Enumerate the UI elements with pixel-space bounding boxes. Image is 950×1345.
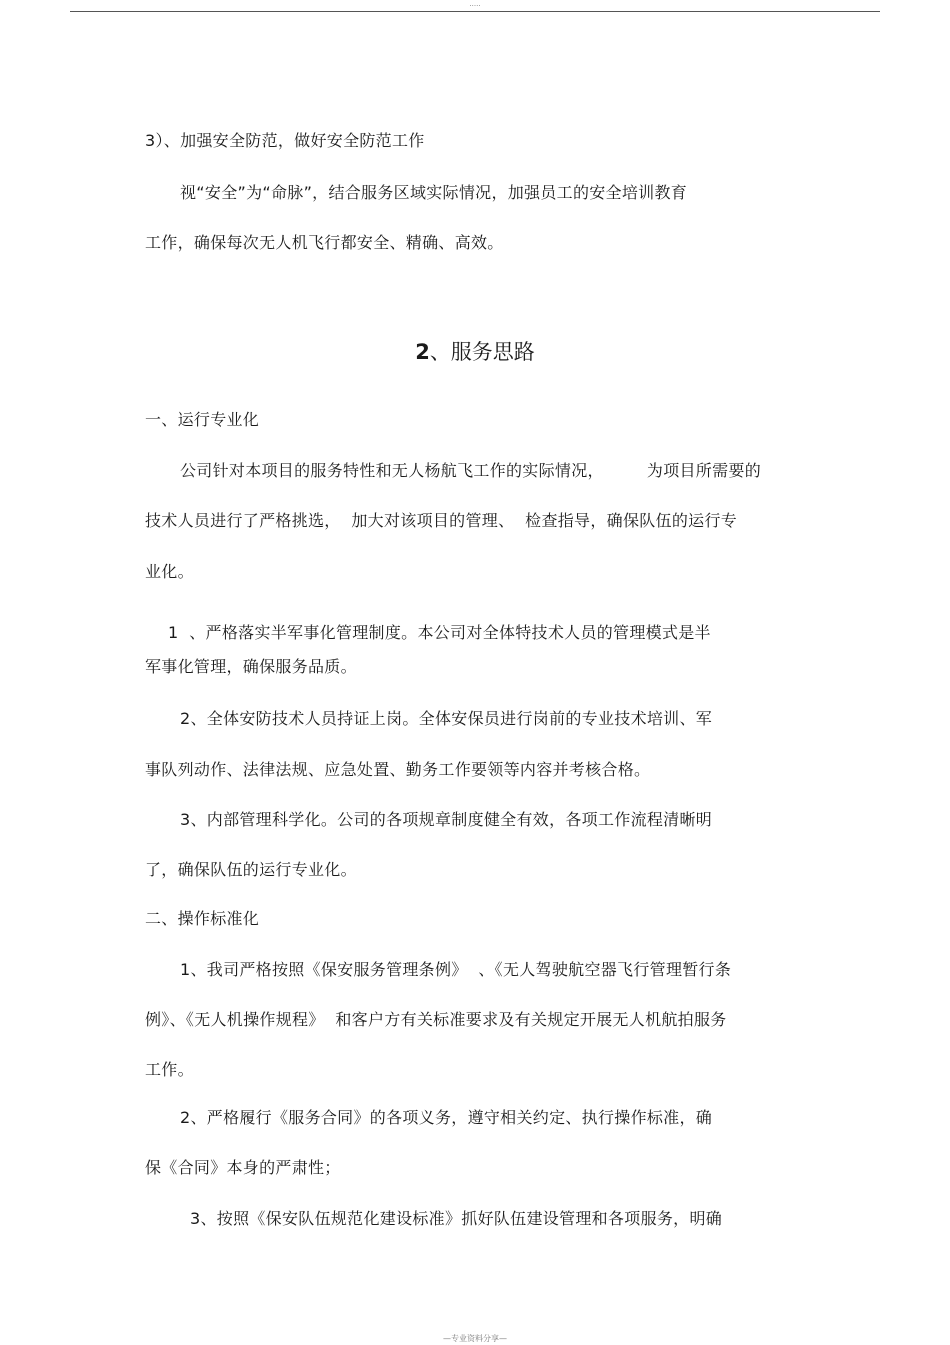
paragraph-line: 工作，确保每次无人机飞行都安全、精确、高效。 (145, 233, 504, 252)
part-2-title: 二、操作标准化 (145, 909, 260, 928)
footer-text: —专业资料分享— (443, 1334, 507, 1343)
header-rule (70, 11, 880, 12)
paragraph-line: 技术人员进行了严格挑选， 加大对该项目的管理、 检查指导，确保队伍的运行专 (145, 511, 738, 530)
list-item-line: 2、全体安防技术人员持证上岗。全体安保员进行岗前的专业技术培训、军 (180, 709, 713, 728)
paragraph-line: 公司针对本项目的服务特性和无人杨航飞工作的实际情况， 为项目所需要的 (180, 461, 761, 480)
section-heading (0, 338, 950, 366)
list-item-line: 军事化管理，确保服务品质。 (145, 657, 357, 676)
list-item-line: 1 、严格落实半军事化管理制度。本公司对全体特技术人员的管理模式是半 (168, 623, 711, 642)
list-item-line: 3、按照《保安队伍规范化建设标准》抓好队伍建设管理和各项服务，明确 (190, 1209, 723, 1228)
list-item-line: 2、严格履行《服务合同》的各项义务，遵守相关约定、执行操作标准，确 (180, 1108, 713, 1127)
list-item-line: 例》、《无人机操作规程》 和客户方有关标准要求及有关规定开展无人机航拍服务 (145, 1010, 727, 1029)
paragraph-line: 业化。 (145, 562, 194, 581)
paragraph-line: 视“安全”为“命脉”，结合服务区域实际情况，加强员工的安全培训教育 (180, 183, 688, 202)
heading-text: 、服务思路 (429, 340, 535, 364)
list-item-line: 1、我司严格按照《保安服务管理条例》 、《无人驾驶航空器飞行管理暂行条 (180, 960, 732, 979)
list-item-line: 了，确保队伍的运行专业化。 (145, 860, 357, 879)
section-3-title: 3）、加强安全防范，做好安全防范工作 (145, 131, 425, 150)
part-1-title: 一、运行专业化 (145, 410, 260, 429)
list-item-line: 工作。 (145, 1060, 194, 1079)
header-dots: ..... (469, 0, 481, 8)
list-item-line: 事队列动作、法律法规、应急处置、勤务工作要领等内容并考核合格。 (145, 760, 651, 779)
list-item-line: 保《合同》本身的严肃性； (145, 1158, 341, 1177)
heading-number: 2 (415, 340, 430, 364)
list-item-line: 3、内部管理科学化。公司的各项规章制度健全有效，各项工作流程清晰明 (180, 810, 713, 829)
